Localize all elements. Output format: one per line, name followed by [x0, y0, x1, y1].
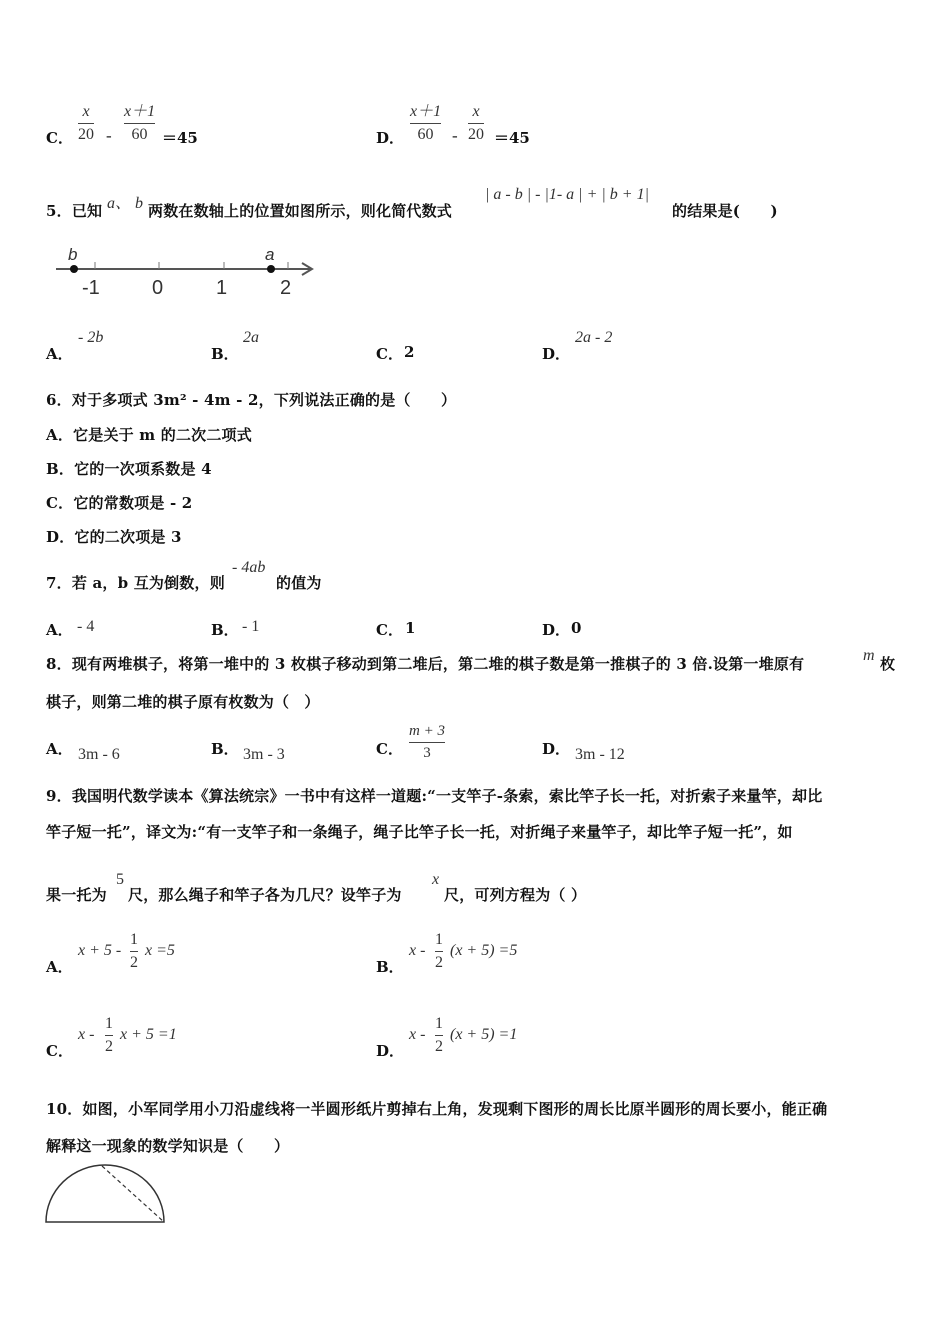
semicircle-figure	[40, 1160, 174, 1228]
option-value: 2a	[243, 329, 259, 346]
tick-label: 2	[280, 277, 292, 299]
option-value: - 1	[242, 618, 260, 635]
option-label: D．	[542, 345, 571, 363]
denominator: 2	[130, 954, 138, 971]
denominator: 2	[105, 1038, 113, 1055]
option-value: - 4	[77, 618, 95, 635]
option-label: C．	[376, 621, 403, 639]
q9-variable: x	[432, 871, 440, 888]
numerator: m + 3	[409, 723, 445, 739]
equation-part: x + 5 -	[78, 942, 122, 959]
q8-line2: 棋子，则第二堆的棋子原有枚数为（ ）	[46, 693, 320, 711]
equation-part: x -	[78, 1026, 95, 1043]
option-label: B．	[376, 958, 404, 976]
option-label: A．	[46, 345, 73, 363]
denominator: 20	[468, 126, 484, 143]
option-label: B．	[211, 740, 239, 758]
option-value: - 2b	[78, 329, 104, 346]
fraction	[409, 724, 445, 761]
option-label: D．	[542, 621, 571, 639]
fraction	[105, 1016, 113, 1055]
denominator: 60	[417, 126, 434, 143]
q9-line3-a: 果一托为	[46, 886, 107, 904]
q5-mid: 两数在数轴上的位置如图所示，则化简代数式	[148, 202, 453, 220]
tick-label: 1	[216, 277, 228, 299]
option-label: D．	[376, 1042, 405, 1060]
equation-part: x -	[409, 1026, 426, 1043]
q8-line1-end: 枚	[880, 655, 896, 673]
option-value: 1	[405, 619, 416, 637]
option-label: D．	[542, 740, 571, 758]
minus-sign: -	[106, 126, 112, 145]
numerator: 1	[435, 931, 443, 948]
q6-option-a[interactable]: A．它是关于 m 的二次二项式	[46, 426, 252, 444]
denominator: 2	[435, 1038, 443, 1055]
q9-line3-c: 尺，可列方程为（ ）	[444, 886, 587, 904]
minus-sign: -	[452, 126, 458, 145]
q5-expression: | a - b | - |1- a | + | b + 1|	[485, 186, 649, 203]
denominator: 60	[131, 126, 148, 143]
equation-part: x + 5 =1	[120, 1026, 177, 1043]
fraction	[130, 932, 138, 971]
fraction	[468, 104, 484, 143]
q8-line1: 8．现有两堆棋子，将第一堆中的 3 枚棋子移动到第二堆后，第二堆的棋子数是第一推棋子的 3 倍.设第一堆原有	[46, 655, 805, 673]
q5-vars: a、 b	[107, 195, 144, 212]
denominator: 2	[435, 954, 443, 971]
option-label: D．	[376, 129, 405, 147]
equation-part: (x + 5) =1	[450, 1026, 518, 1043]
option-label: A．	[46, 621, 73, 639]
q9-line2: 竿子短一托”，译文为:“有一支竿子和一条绳子，绳子比竿子长一托，对折绳子来量竿子，却比竿子短一托”，如	[46, 823, 793, 841]
q10-line2: 解释这一现象的数学知识是（ ）	[46, 1137, 290, 1155]
option-label: B．	[211, 345, 239, 363]
fraction	[78, 104, 94, 143]
q7-prefix: 7．若 a，b 互为倒数，则	[46, 574, 225, 592]
option-label: A．	[46, 958, 73, 976]
tick-label: 0	[152, 277, 164, 299]
q9-line1: 9．我国明代数学读本《算法统宗》一书中有这样一道题:“一支竿子-条索，索比竿子长一托，对折索子来量竿，却比	[46, 787, 823, 805]
equation-part: x -	[409, 942, 426, 959]
numerator: 1	[435, 1015, 443, 1032]
option-label: C．	[46, 129, 73, 147]
q5-prefix: 5．已知	[46, 202, 103, 220]
option-value: 0	[571, 619, 582, 637]
point-b	[70, 265, 78, 273]
number-line	[52, 244, 322, 300]
equation-rhs: ＝45	[162, 129, 198, 147]
numerator: x＋1	[124, 103, 156, 120]
option-label: C．	[46, 1042, 73, 1060]
q6-option-b[interactable]: B．它的一次项系数是 4	[46, 460, 212, 478]
q9-line3-b: 尺，那么绳子和竿子各为几尺？设竿子为	[128, 886, 402, 904]
numerator: 1	[130, 931, 138, 948]
q7-suffix: 的值为	[276, 574, 322, 592]
q6-stem: 6．对于多项式 3m² - 4m - 2，下列说法正确的是（ ）	[46, 391, 457, 409]
point-a	[267, 265, 275, 273]
q7-expression: - 4ab	[232, 559, 266, 576]
option-value: 2	[404, 343, 415, 361]
option-label: C．	[376, 345, 403, 363]
fraction	[435, 1016, 443, 1055]
fraction	[435, 932, 443, 971]
option-value: 3m - 12	[575, 746, 625, 763]
option-label: C．	[376, 740, 403, 758]
numerator: 1	[105, 1015, 113, 1032]
equation-part: (x + 5) =5	[450, 942, 518, 959]
q9-number: 5	[116, 871, 124, 888]
equation-part: x =5	[145, 942, 175, 959]
numerator: x	[82, 103, 90, 120]
point-label-b: b	[68, 245, 78, 264]
option-label: B．	[211, 621, 239, 639]
semicircle-outline	[46, 1165, 164, 1222]
q10-line1: 10．如图，小军同学用小刀沿虚线将一半圆形纸片剪掉右上角，发现剩下图形的周长比原半圆形的周长要小，能正确	[46, 1100, 828, 1118]
numerator: x	[472, 103, 480, 120]
fraction	[410, 104, 441, 143]
point-label-a: a	[265, 245, 275, 264]
q5-suffix: 的结果是( )	[672, 202, 778, 220]
q8-variable: m	[863, 647, 875, 664]
option-value: 3m - 6	[78, 746, 120, 763]
q6-option-d[interactable]: D．它的二次项是 3	[46, 528, 182, 546]
fraction	[124, 104, 155, 143]
option-label: A．	[46, 740, 73, 758]
equation-rhs: ＝45	[494, 129, 530, 147]
denominator: 3	[423, 745, 431, 761]
option-value: 2a - 2	[575, 329, 613, 346]
option-value: 3m - 3	[243, 746, 285, 763]
tick-label: -1	[82, 277, 100, 299]
numerator: x＋1	[410, 103, 442, 120]
dashed-cut-line	[102, 1166, 164, 1222]
q6-option-c[interactable]: C．它的常数项是 - 2	[46, 494, 193, 512]
denominator: 20	[78, 126, 94, 143]
